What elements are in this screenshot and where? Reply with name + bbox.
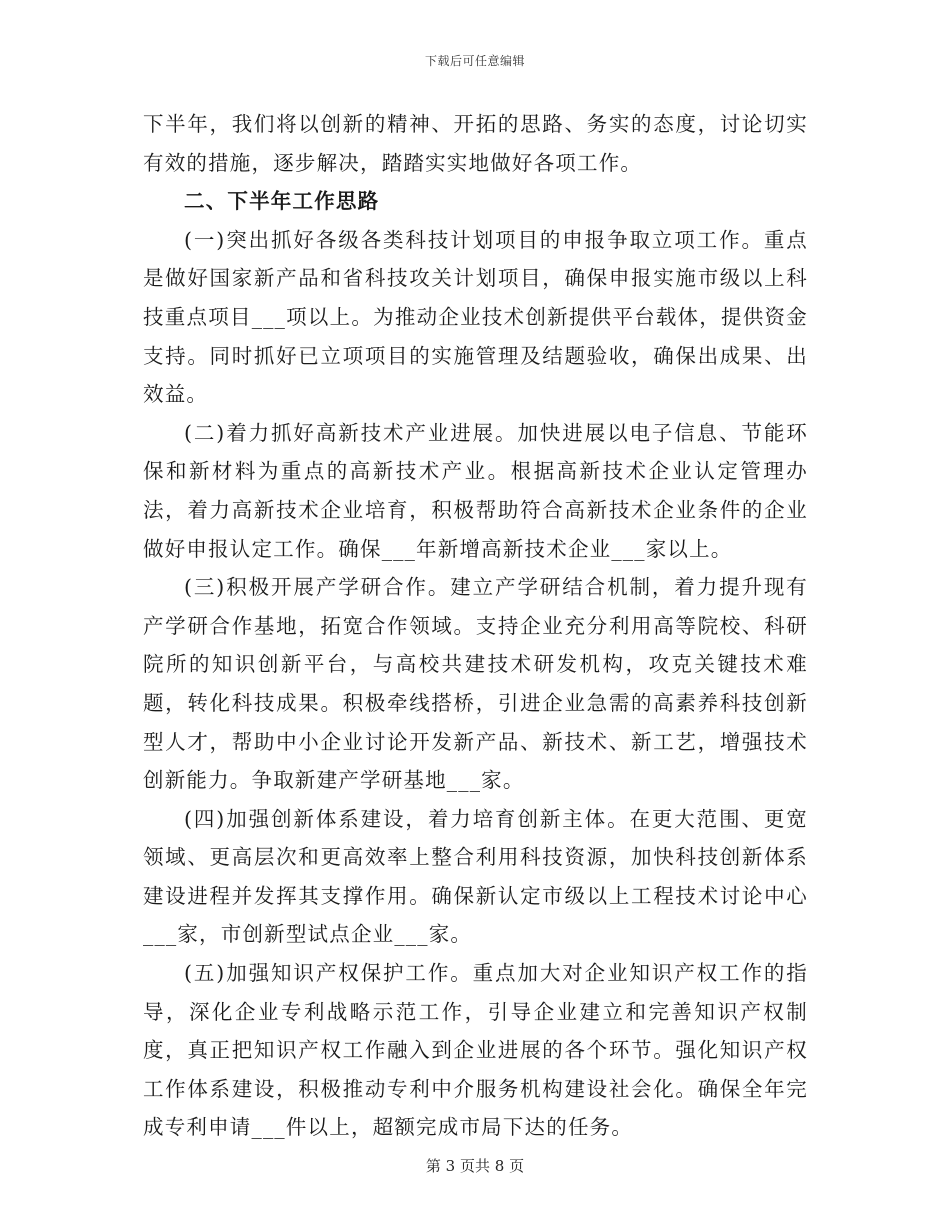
paragraph-4: (四)加强创新体系建设，着力培育创新主体。在更大范围、更宽领域、更高层次和更高效率上整合利用科技资源，加快科技创新体系建设进程并发挥其支撑作用。确保新认定市级以上工程技术讨论中心___家，市创新型试点企业___家。 — [143, 806, 808, 947]
page-header: 下载后可任意编辑 — [424, 54, 525, 68]
paragraph-1: (一)突出抓好各级各类科技计划项目的申报争取立项工作。重点是做好国家新产品和省科技攻关计划项目，确保申报实施市级以上科技重点项目___项以上。为推动企业技术创新提供平台载体，提供资金支持。同时抓好已立项项目的实施管理及结题验收，确保出成果、出效益。 — [143, 227, 808, 407]
section-heading: 二、下半年工作思路 — [184, 189, 380, 214]
intro-paragraph: 下半年，我们将以创新的精神、开拓的思路、务实的态度，讨论切实有效的措施，逐步解决，踏踏实实地做好各项工作。 — [143, 112, 808, 175]
paragraph-3: (三)积极开展产学研合作。建立产学研结合机制，着力提升现有产学研合作基地，拓宽合作领域。支持企业充分利用高等院校、科研院所的知识创新平台，与高校共建技术研发机构，攻克关键技术难题，转化科技成果。积极牵线搭桥，引进企业急需的高素养科技创新型人才，帮助中小企业讨论开发新产品、新技术、新工艺，增强技术创新能力。争取新建产学研基地___家。 — [143, 575, 808, 793]
paragraph-5: (五)加强知识产权保护工作。重点加大对企业知识产权工作的指导，深化企业专利战略示范工作，引导企业建立和完善知识产权制度，真正把知识产权工作融入到企业进展的各个环节。强化知识产权工作体系建设，积极推动专利中介服务机构建设社会化。确保全年完成专利申请___件以上，超额完成市局下达的任务。 — [143, 961, 808, 1140]
paragraph-2: (二)着力抓好高新技术产业进展。加快进展以电子信息、节能环保和新材料为重点的高新技术产业。根据高新技术企业认定管理办法，着力高新技术企业培育，积极帮助符合高新技术企业条件的企业做好申报认定工作。确保___年新增高新技术企业___家以上。 — [143, 420, 808, 561]
page-footer: 第 3 页共 8 页 — [425, 1157, 525, 1175]
document-body — [143, 105, 808, 1147]
